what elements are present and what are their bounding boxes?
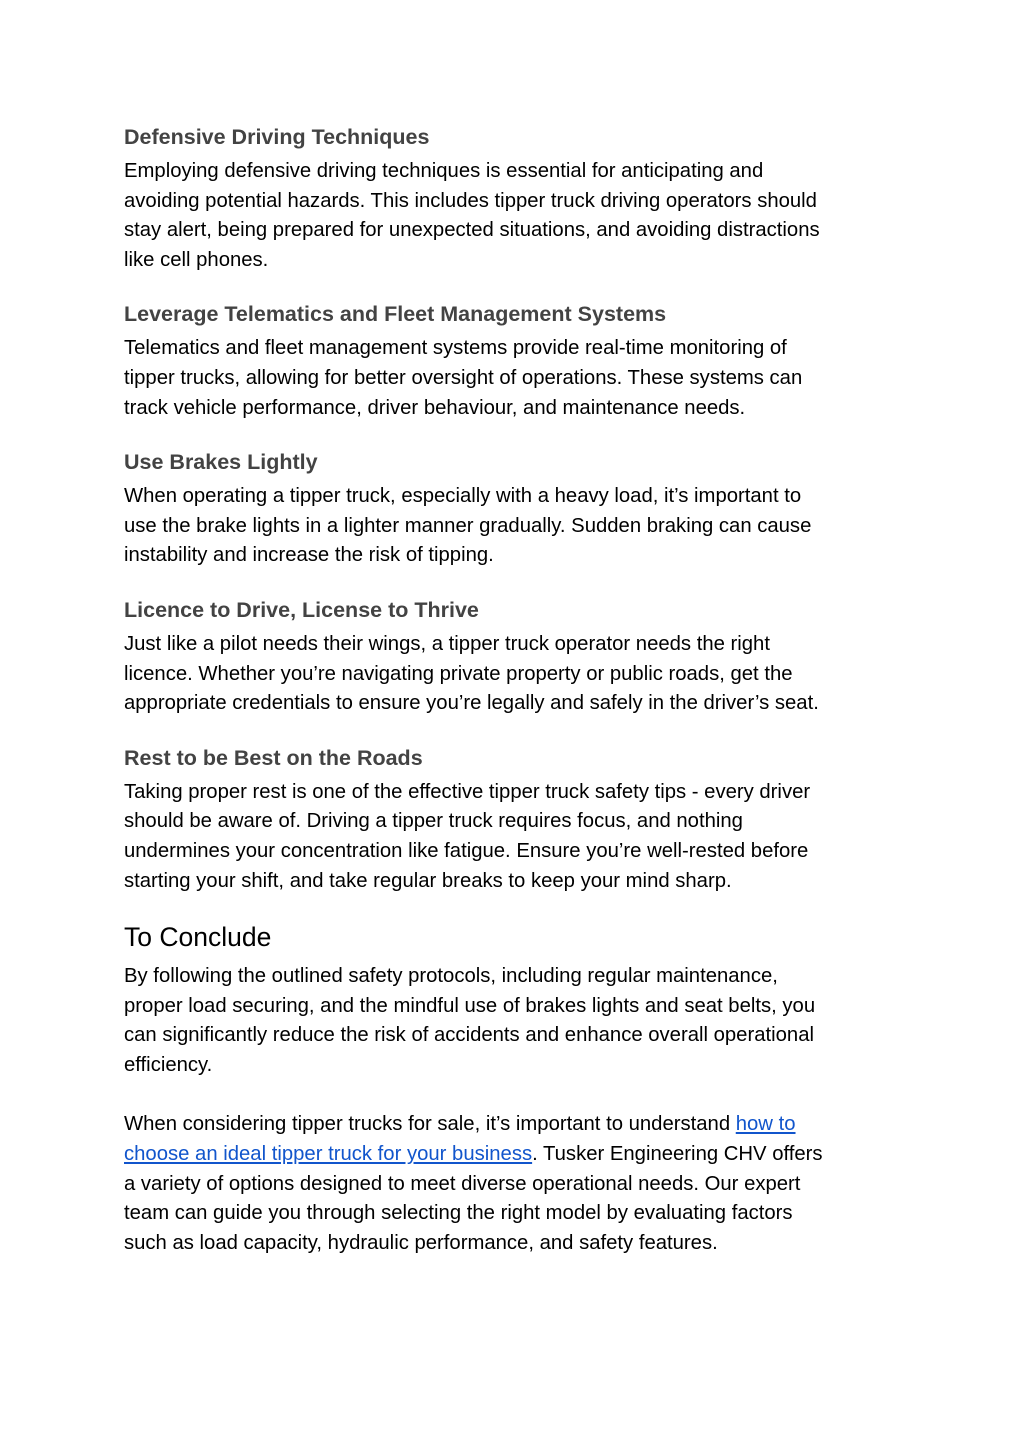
text-line: use the brake lights in a lighter manner gradually. Sudden braking can cause	[124, 514, 812, 537]
text-line: By following the outlined safety protocols, including regular maintenance,	[124, 965, 778, 988]
text-line: such as load capacity, hydraulic performance, and safety features.	[124, 1231, 718, 1254]
conclusion-paragraph-1	[124, 962, 904, 1080]
text-line: should be aware of. Driving a tipper truck requires focus, and nothing	[124, 810, 743, 833]
text-line: Telematics and fleet management systems provide real-time monitoring of	[124, 337, 787, 360]
section-rest	[124, 743, 904, 896]
text-line: avoiding potential hazards. This includes tipper truck driving operators should	[124, 189, 817, 212]
section-heading: Leverage Telematics and Fleet Management Systems	[124, 302, 667, 327]
text-line: licence. Whether you’re navigating private property or public roads, get the	[124, 662, 793, 685]
text-line: Just like a pilot needs their wings, a tipper truck operator needs the right	[124, 632, 770, 655]
section-conclusion	[124, 919, 904, 1258]
section-paragraph	[124, 157, 904, 275]
text-line: appropriate credentials to ensure you’re legally and safely in the driver’s seat.	[124, 692, 819, 715]
text-line: stay alert, being prepared for unexpected situations, and avoiding distractions	[124, 219, 820, 242]
text-line: starting your shift, and take regular breaks to keep your mind sharp.	[124, 869, 732, 892]
text-line: Taking proper rest is one of the effective tipper truck safety tips - every driver	[124, 780, 811, 803]
text-line: When operating a tipper truck, especially with a heavy load, it’s important to	[124, 485, 802, 508]
section-heading: Licence to Drive, License to Thrive	[124, 597, 479, 622]
section-heading: Defensive Driving Techniques	[124, 125, 430, 149]
section-brakes	[124, 447, 904, 571]
text-line: instability and increase the risk of tipping.	[124, 544, 494, 567]
section-defensive-driving	[124, 122, 904, 275]
text-line: tipper trucks, allowing for better oversight of operations. These systems can	[124, 366, 803, 389]
text-line: Employing defensive driving techniques is essential for anticipating and	[124, 160, 764, 182]
text-run: When considering tipper trucks for sale, it’s important to understand	[124, 1113, 736, 1136]
choose-tipper-truck-link-continued[interactable]: choose an ideal tipper truck for your business	[124, 1143, 533, 1166]
section-paragraph	[124, 334, 904, 423]
section-licence	[124, 595, 904, 719]
section-heading: Rest to be Best on the Roads	[124, 745, 423, 770]
text-line: proper load securing, and the mindful use of brakes lights and seat belts, you	[124, 994, 816, 1017]
section-paragraph	[124, 778, 904, 896]
text-line: like cell phones.	[124, 248, 269, 271]
text-line: efficiency.	[124, 1053, 213, 1076]
text-line	[124, 1140, 904, 1170]
document-page	[124, 122, 904, 1258]
text-line	[124, 1110, 904, 1140]
text-line: a variety of options designed to meet diverse operational needs. Our expert	[124, 1172, 801, 1195]
conclusion-heading: To Conclude	[124, 922, 272, 953]
section-paragraph	[124, 482, 904, 571]
text-line: track vehicle performance, driver behaviour, and maintenance needs.	[124, 396, 746, 419]
text-line: team can guide you through selecting the right model by evaluating factors	[124, 1202, 793, 1225]
section-telematics	[124, 299, 904, 423]
section-paragraph	[124, 630, 904, 719]
text-line: can significantly reduce the risk of accidents and enhance overall operational	[124, 1024, 814, 1047]
text-line: undermines your concentration like fatigue. Ensure you’re well-rested before	[124, 839, 809, 862]
conclusion-paragraph-2	[124, 1110, 904, 1258]
choose-tipper-truck-link[interactable]: how to	[735, 1113, 796, 1136]
section-heading: Use Brakes Lightly	[124, 450, 318, 475]
text-run: . Tusker Engineering CHV offers	[532, 1143, 823, 1166]
